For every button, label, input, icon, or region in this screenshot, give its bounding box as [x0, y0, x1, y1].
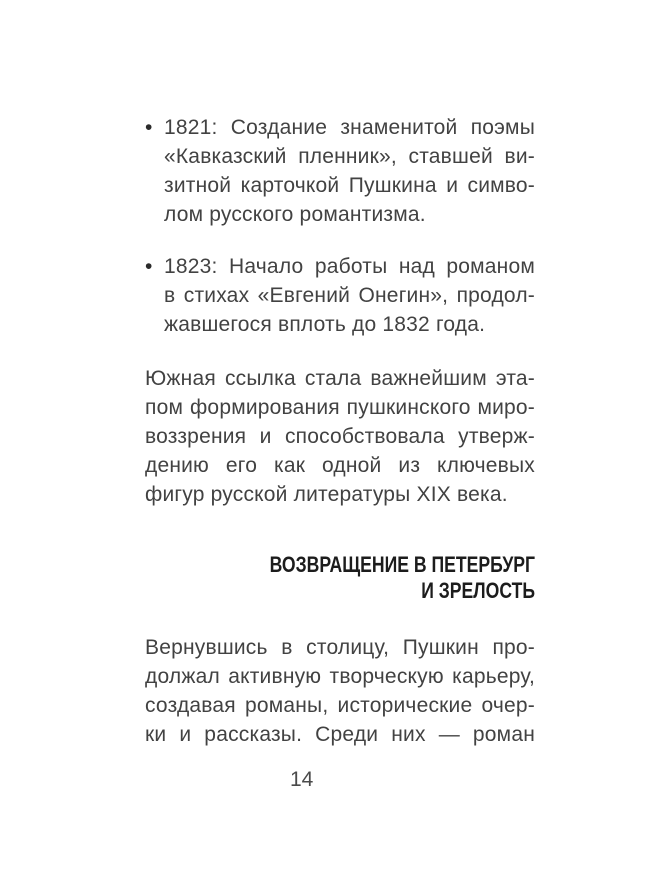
text-line: лом русского романтизма.	[164, 203, 426, 226]
text-line: Южная ссылка стала важнейшим эта-	[145, 367, 535, 390]
book-page-content	[145, 0, 535, 886]
text-line: фигур русской литературы XIX века.	[145, 483, 508, 506]
page-number: 14	[290, 768, 314, 791]
text-line: «Кавказский пленник», ставшей ви-	[164, 145, 535, 168]
text-line: ки и рассказы. Среди них — роман	[145, 723, 535, 746]
text-line: зитной карточкой Пушкина и симво-	[164, 174, 535, 197]
bullet-item-text	[164, 113, 535, 229]
bullet-marker-icon: •	[145, 255, 153, 278]
text-line: 1821: Создание знаменитой поэмы	[164, 116, 535, 139]
bullet-marker-icon: •	[145, 116, 153, 139]
bullet-item-text	[164, 252, 535, 339]
section-heading-return-to-petersburg	[145, 552, 535, 604]
text-line: дению его как одной из ключевых	[145, 454, 535, 477]
text-line: должал активную творческую карьеру,	[145, 665, 535, 688]
text-line: Вернувшись в столицу, Пушкин про-	[145, 636, 535, 659]
text-line: воззрения и способствовала утверж-	[145, 425, 535, 448]
text-line: 1823: Начало работы над романом	[164, 255, 535, 278]
paragraph-return-to-capital	[145, 633, 535, 749]
text-line: пом формирования пушкинского миро-	[145, 396, 535, 419]
text-line: создавая романы, исторические очер-	[145, 694, 535, 717]
paragraph-southern-exile	[145, 364, 535, 509]
text-line: И ЗРЕЛОСТЬ	[421, 578, 535, 603]
text-line: ВОЗВРАЩЕНИЕ В ПЕТЕРБУРГ	[269, 552, 535, 577]
bullet-item-1821	[145, 113, 535, 229]
text-line: в стихах «Евгений Онегин», продол-	[164, 284, 535, 307]
text-line: жавшегося вплоть до 1832 года.	[164, 313, 486, 336]
bullet-item-1823	[145, 252, 535, 339]
